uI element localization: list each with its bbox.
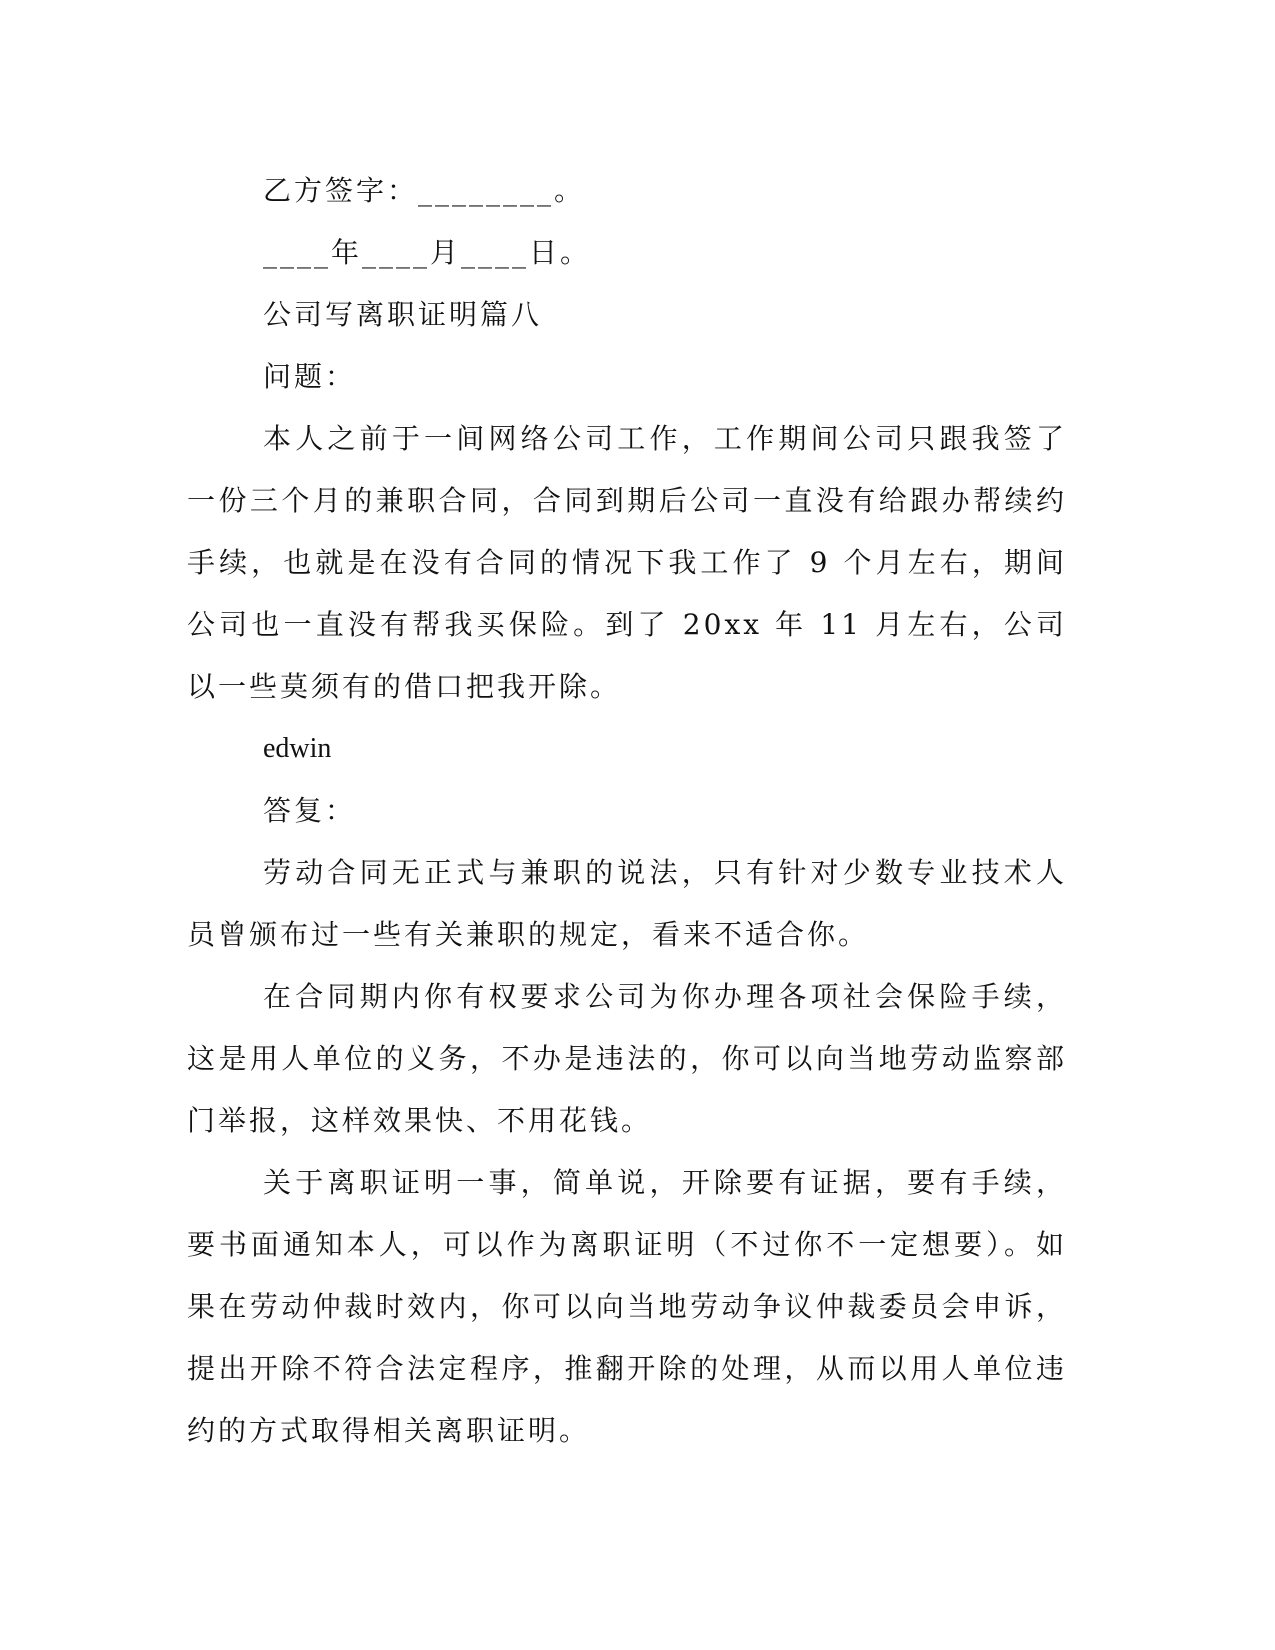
date-line: ____年____月____日。: [263, 236, 592, 269]
answer-paragraph: 在合同期内你有权要求公司为你办理各项社会保险手续，这是用人单位的义务，不办是违法的，你可以向当地劳动监察部门举报，这样效果快、不用花钱。: [187, 980, 1067, 1137]
signature-line: 乙方签字：________。: [263, 174, 586, 207]
section-title: 公司写离职证明篇八: [263, 298, 543, 331]
answer-paragraph: 劳动合同无正式与兼职的说法，只有针对少数专业技术人员曾颁布过一些有关兼职的规定，看来不适合你。: [187, 856, 1067, 951]
answer-label: 答复：: [263, 794, 357, 827]
question-body: 本人之前于一间网络公司工作，工作期间公司只跟我签了一份三个月的兼职合同，合同到期后公司一直没有给跟办帮续约手续，也就是在没有合同的情况下我工作了 9 个月左右，期间公司也一直没有帮我买保险。到了 20xx 年 11 月左右，公司以一些莫须有的借口把我开除。: [187, 422, 1067, 703]
answer-paragraph: 关于离职证明一事，简单说，开除要有证据，要有手续，要书面通知本人，可以作为离职证明（不过你不一定想要）。如果在劳动仲裁时效内，你可以向当地劳动争议仲裁委员会申诉，提出开除不符合法定程序，推翻开除的处理，从而以用人单位违约的方式取得相关离职证明。: [187, 1166, 1067, 1447]
document-body: [187, 160, 1067, 1462]
author-name: edwin: [263, 733, 332, 764]
question-label: 问题：: [263, 360, 357, 393]
